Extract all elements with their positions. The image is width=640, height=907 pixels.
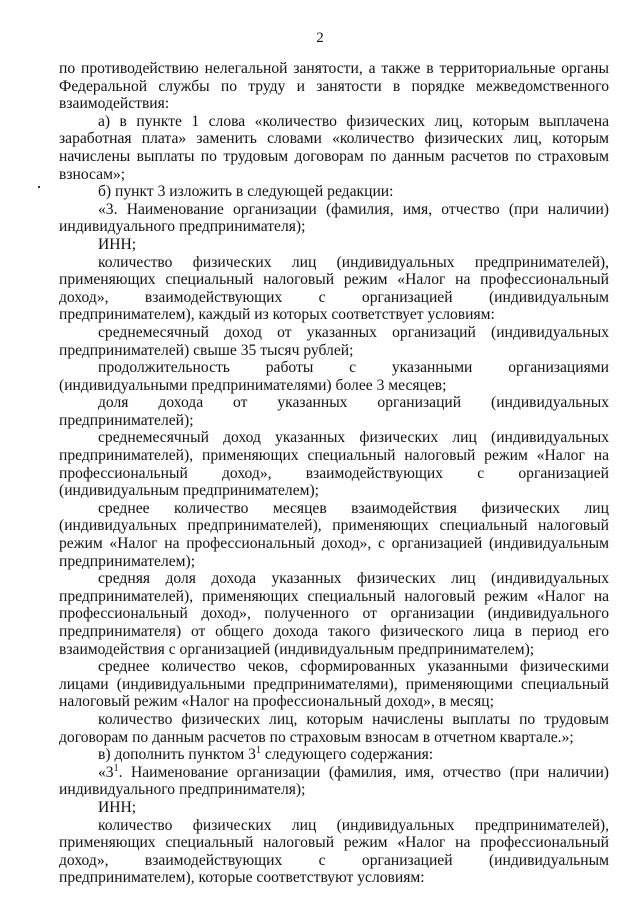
- paragraph: количество физических лиц (индивидуальных предпринимателей), применяющих специальный налоговый режим «Налог на профессиональный доход», взаимодействующих с организацией (индивидуальным предпринимателем), которые соответствуют условиям:: [59, 816, 609, 887]
- paragraph: б) пункт 3 изложить в следующей редакции:: [98, 183, 394, 201]
- paragraph: ИНН;: [98, 798, 137, 816]
- paragraph: количество физических лиц, которым начислены выплаты по трудовым договорам по данным расчетов по страховым взносам в отчетном квартале.»;: [59, 710, 609, 746]
- page-number: 2: [316, 30, 324, 46]
- margin-dot: [38, 186, 40, 188]
- paragraph: по противодействию нелегальной занятости, а также в территориальные органы Федеральной службы по труду и занятости в порядке межведомственного взаимодействия:: [59, 60, 609, 113]
- text-fragment: в) дополнить пунктом 3: [98, 746, 256, 764]
- paragraph: ИНН;: [98, 235, 137, 253]
- paragraph: доля дохода от указанных организаций (индивидуальных предпринимателей);: [59, 394, 609, 429]
- paragraph: [59, 746, 609, 764]
- paragraph: средняя доля дохода указанных физических лиц (индивидуальных предпринимателей), применяющих специальный налоговый режим «Налог на профессиональный доход», полученного от организации (индивидуального предпринимателя) от общего дохода такого физического лица в период его взаимодействия с организацией (индивидуальным предпринимателем);: [59, 570, 609, 658]
- paragraph: среднемесячный доход от указанных организаций (индивидуальных предпринимателей) свыше 35 тысяч рублей;: [59, 323, 609, 359]
- paragraph: а) в пункте 1 слова «количество физических лиц, которым выплачена заработная плата» заменить словами «количество физических лиц, которым начислены выплаты по трудовым договорам по данным расчетов по страховым взносам»;: [59, 112, 609, 183]
- text-fragment: следующего содержания:: [260, 746, 434, 764]
- superscript: 1: [255, 744, 261, 756]
- paragraph: «3. Наименование организации (фамилия, имя, отчество (при наличии) индивидуального предпринимателя);: [59, 200, 609, 236]
- paragraph: среднее количество чеков, сформированных указанными физическими лицами (индивидуальными предпринимателями), применяющими специальный налоговый режим «Налог на профессиональный доход», в месяц;: [59, 658, 609, 711]
- paragraph: продолжительность работы с указанными организациями (индивидуальными предпринимателями) более 3 месяцев;: [59, 359, 609, 394]
- text-fragment: «3: [98, 763, 114, 781]
- paragraph: количество физических лиц (индивидуальных предпринимателей), применяющих специальный налоговый режим «Налог на профессиональный доход», взаимодействующих с организацией (индивидуальным предпринимателем), каждый из которых соответствует условиям:: [59, 253, 609, 324]
- paragraph: среднее количество месяцев взаимодействия физических лиц (индивидуальных предпринимателей), применяющих специальный налоговый режим «Налог на профессиональный доход», с организацией (индивидуальным предпринимателем);: [59, 499, 609, 570]
- text-fragment: . Наименование организации (фамилия, имя, отчество (при наличии) индивидуального предпринимателя);: [59, 763, 609, 799]
- document-body: [59, 60, 609, 887]
- superscript: 1: [113, 762, 119, 774]
- paragraph: [59, 764, 609, 799]
- paragraph: среднемесячный доход указанных физических лиц (индивидуальных предпринимателей), применяющих специальный налоговый режим «Налог на профессиональный доход», взаимодействующих с организацией (индивидуальным предпринимателем);: [59, 429, 609, 500]
